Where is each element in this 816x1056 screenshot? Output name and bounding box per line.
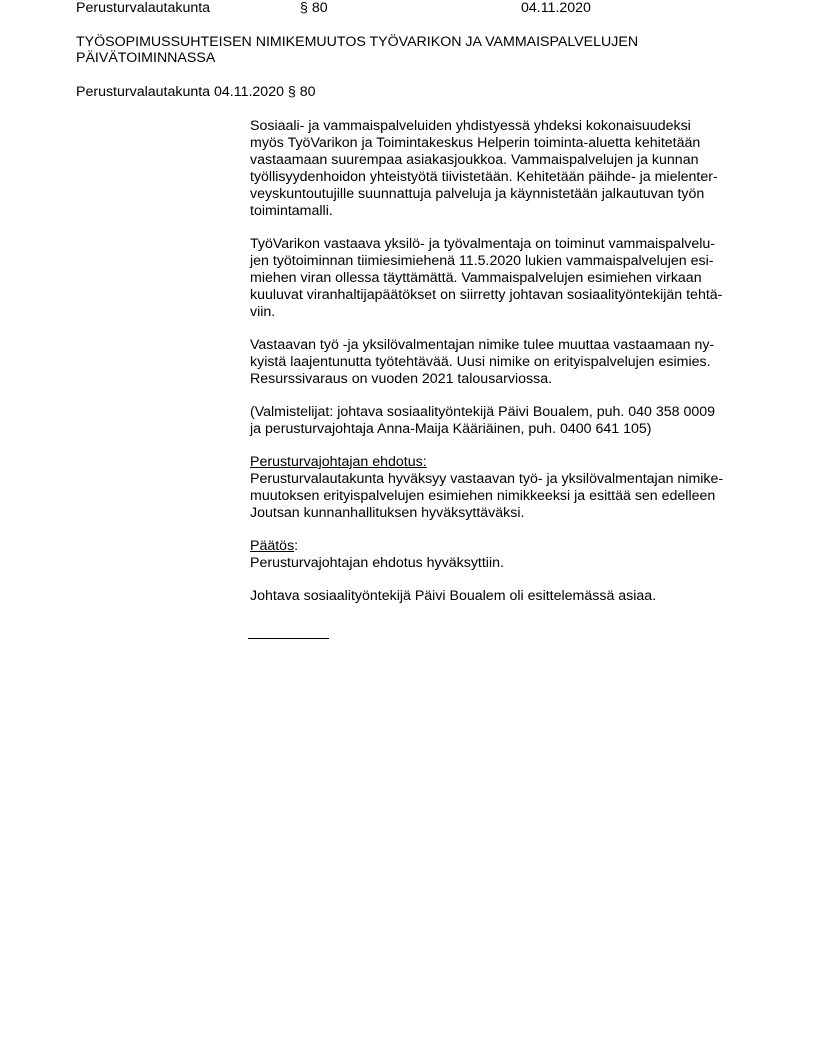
text-line: kyistä laajentunutta työtehtävää. Uusi nimike on erityispalvelujen esimies. xyxy=(250,354,711,370)
text-line: Joutsan kunnanhallituksen hyväksyttäväksi. xyxy=(250,505,525,521)
text-line: Vastaavan työ -ja yksilövalmentajan nimike tulee muuttaa vastaamaan ny- xyxy=(250,337,715,353)
text-line: viin. xyxy=(250,304,276,320)
decision-heading-colon: : xyxy=(294,538,299,554)
text-line: Resurssivaraus on vuoden 2021 talousarviossa. xyxy=(250,371,553,387)
header-date: 04.11.2020 xyxy=(521,0,591,16)
text-line: toimintamalli. xyxy=(250,203,333,219)
header-body-name: Perusturvalautakunta xyxy=(76,0,211,16)
paragraph-closing xyxy=(250,588,760,605)
proposal-heading: Perusturvajohtajan ehdotus: xyxy=(250,454,427,470)
paragraph-background xyxy=(250,118,760,220)
text-line: kuuluvat viranhaltijapäätökset on siirretty johtavan sosiaalityöntekijän tehtä- xyxy=(250,287,723,303)
text-line: TyöVarikon vastaava yksilö- ja työvalmentaja on toiminut vammaispalvelu- xyxy=(250,236,715,252)
text-line: Perusturvalautakunta hyväksyy vastaavan työ- ja yksilövalmentajan nimike- xyxy=(250,471,724,487)
text-line: muutoksen erityispalvelujen esimiehen nimikkeeksi ja esittää sen edelleen xyxy=(250,488,716,504)
text-line: veyskuntoutujille suunnattuja palveluja ja käynnistetään jalkautuvan työn xyxy=(250,186,705,202)
text-line: Sosiaali- ja vammaispalveluiden yhdistyessä yhdeksi kokonaisuudeksi xyxy=(250,118,691,134)
text-line: miehen viran ollessa täyttämättä. Vammaispalvelujen esimiehen virkaan xyxy=(250,270,702,286)
paragraph-proposal xyxy=(250,454,760,522)
decision-heading: Päätös xyxy=(250,538,295,554)
title-line-1: TYÖSOPIMUSSUHTEISEN NIMIKEMUUTOS TYÖVARIKON JA VAMMAISPALVELUJEN xyxy=(76,34,639,50)
header-section-number: § 80 xyxy=(300,0,328,16)
text-line: jen työtoiminnan tiimiesimiehenä 11.5.2020 lukien vammaispalvelujen esi- xyxy=(250,253,714,269)
paragraph-title-change xyxy=(250,337,760,388)
document-body xyxy=(250,118,760,621)
decision-heading-line xyxy=(250,538,760,555)
closing-text: Johtava sosiaalityöntekijä Päivi Boualem oli esittelemässä asiaa. xyxy=(250,588,657,604)
text-line: (Valmistelijat: johtava sosiaalityöntekijä Päivi Boualem, puh. 040 358 0009 xyxy=(250,404,716,420)
paragraph-decision xyxy=(250,538,760,572)
title-line-2: PÄIVÄTOIMINNASSA xyxy=(76,50,216,66)
paragraph-current-role xyxy=(250,236,760,321)
text-line: työllisyydenhoidon yhteistyötä tiivistetään. Kehitetään päihde- ja mielenter- xyxy=(250,169,718,185)
text-line: myös TyöVarikon ja Toimintakeskus Helperin toiminta-aluetta kehitetään xyxy=(250,135,701,151)
meeting-reference: Perusturvalautakunta 04.11.2020 § 80 xyxy=(76,84,316,100)
text-line: ja perusturvajohtaja Anna-Maija Kääriäinen, puh. 0400 641 105) xyxy=(250,421,652,437)
text-line: vastaamaan suurempaa asiakasjoukkoa. Vammaispalvelujen ja kunnan xyxy=(250,152,699,168)
paragraph-preparers xyxy=(250,404,760,438)
document-title xyxy=(76,34,756,66)
end-separator-line xyxy=(248,638,329,639)
decision-text: Perusturvajohtajan ehdotus hyväksyttiin. xyxy=(250,555,504,571)
